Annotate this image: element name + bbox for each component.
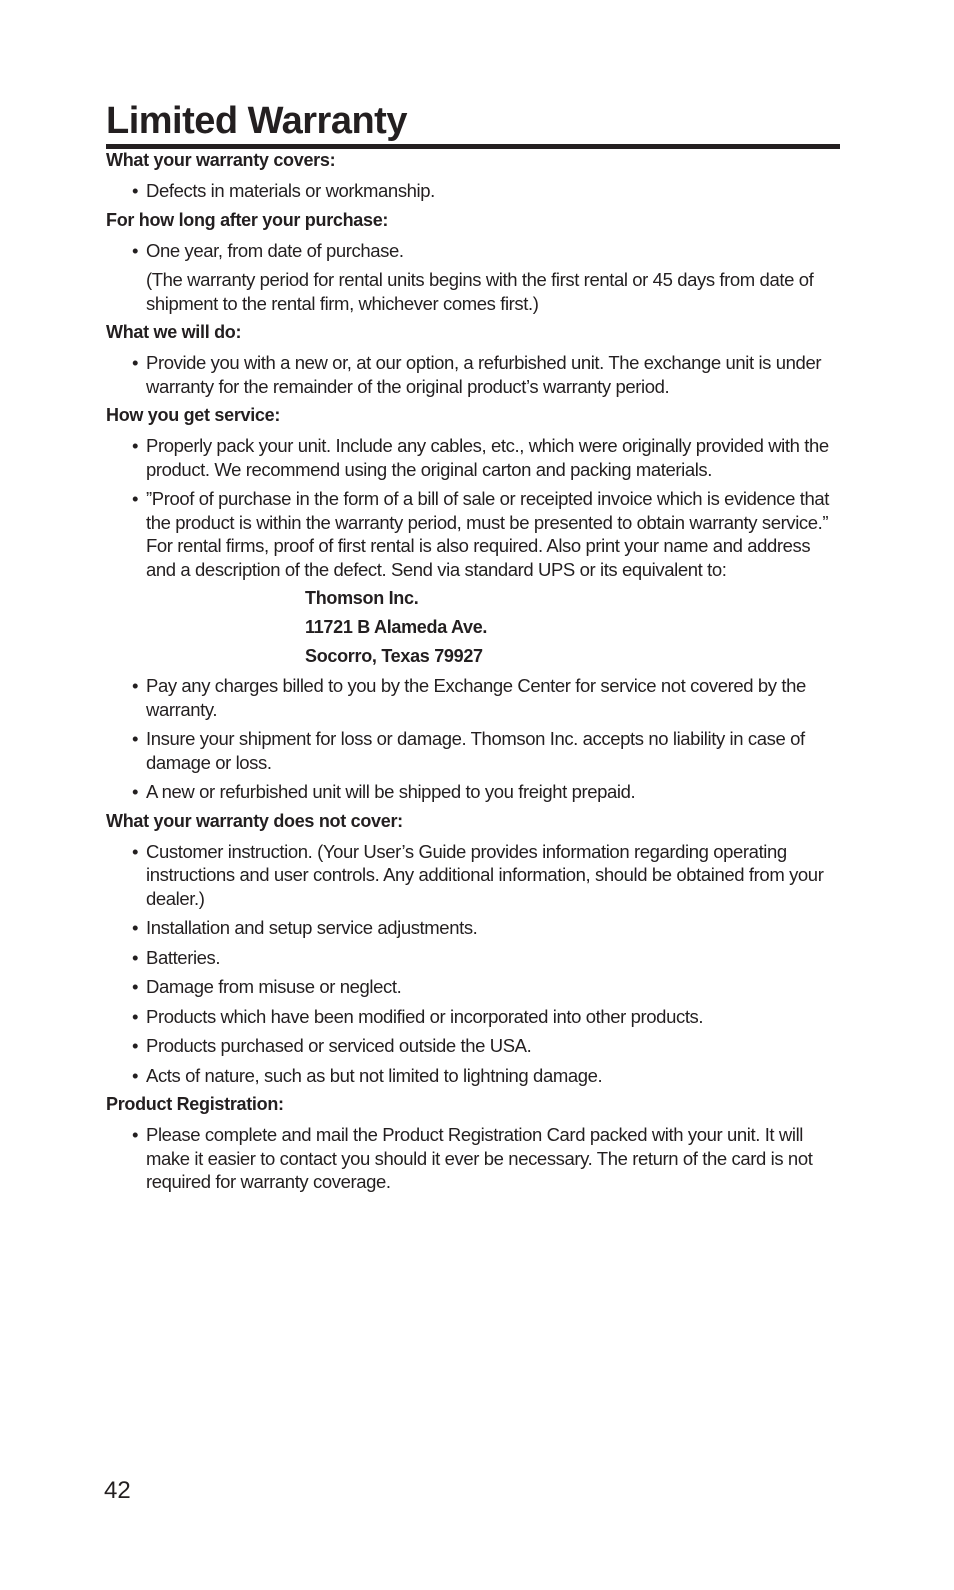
list-item: • Acts of nature, such as but not limited to lightning damage. bbox=[132, 1064, 603, 1086]
bullet: • bbox=[132, 1005, 139, 1027]
section-heading-service: How you get service: bbox=[106, 405, 281, 425]
warranty-page bbox=[106, 98, 840, 1194]
bullet: • bbox=[132, 239, 139, 261]
section-heading-what-we-do: What we will do: bbox=[106, 322, 242, 342]
list-item: • Please complete and mail the Product Registration Card packed with your unit. It will make it easier to contact you should it ever be necessary. The return of the card is not required for warranty coverage. bbox=[132, 1124, 813, 1192]
duration-list bbox=[106, 233, 840, 263]
list-item: • One year, from date of purchase. bbox=[132, 239, 404, 261]
list-item: • Batteries. bbox=[132, 946, 221, 968]
address-street: 11721 B Alameda Ave. bbox=[305, 617, 488, 637]
list-item: • Damage from misuse or neglect. bbox=[132, 976, 402, 997]
bullet: • bbox=[132, 488, 139, 509]
list-item: • Defects in materials or workmanship. bbox=[132, 180, 435, 201]
bullet: • bbox=[132, 180, 139, 201]
bullet: • bbox=[132, 675, 139, 696]
bullet: • bbox=[132, 1064, 139, 1086]
list-item: • Insure your shipment for loss or damage. Thomson Inc. accepts no liability in case of damage or loss. bbox=[132, 728, 805, 773]
list-item: • Provide you with a new or, at our option, a refurbished unit. The exchange unit is under warranty for the remainder of the original product’s warranty period. bbox=[132, 352, 822, 397]
list-item: • Installation and setup service adjustments. bbox=[132, 917, 478, 938]
list-item: • Products which have been modified or incorporated into other products. bbox=[132, 1005, 704, 1027]
service-list-continued bbox=[106, 668, 840, 804]
rental-note: (The warranty period for rental units begins with the first rental or 45 days from date of shipment to the rental firm, whichever comes first.) bbox=[146, 269, 814, 314]
bullet: • bbox=[132, 781, 139, 802]
address-city: Socorro, Texas 79927 bbox=[305, 646, 483, 666]
bullet: • bbox=[132, 728, 139, 749]
list-item: • A new or refurbished unit will be shipped to you freight prepaid. bbox=[132, 781, 636, 802]
list-item: • Properly pack your unit. Include any cables, etc., which were originally provided with the product. We recommend using the original carton and packing materials. bbox=[132, 435, 829, 480]
covers-list bbox=[106, 173, 840, 203]
section-heading-duration: For how long after your purchase: bbox=[106, 209, 389, 230]
section-heading-not-covered: What your warranty does not cover: bbox=[106, 810, 403, 831]
bullet: • bbox=[132, 1124, 139, 1145]
page-number: 42 bbox=[104, 1477, 131, 1504]
mailing-address bbox=[106, 581, 840, 668]
page-title: Limited Warranty bbox=[106, 98, 840, 149]
bullet: • bbox=[132, 435, 139, 456]
address-company: Thomson Inc. bbox=[305, 588, 419, 608]
what-we-do-list bbox=[106, 345, 840, 398]
service-list bbox=[106, 428, 840, 581]
list-item: • Products purchased or serviced outside the USA. bbox=[132, 1035, 532, 1056]
list-item: • Customer instruction. (Your User’s Guide provides information regarding operating instructions and user controls. Any additional information, should be obtained from your dealer.) bbox=[132, 840, 824, 909]
bullet: • bbox=[132, 840, 139, 862]
bullet: • bbox=[132, 1035, 139, 1056]
bullet: • bbox=[132, 352, 139, 373]
bullet: • bbox=[132, 917, 139, 938]
list-item: • ”Proof of purchase in the form of a bill of sale or receipted invoice which is evidence that the product is within the warranty period, must be presented to obtain warranty service.” For rental firms, proof of first rental is also required. Also print your name and address and a description of the defect. Send via standard UPS or its equivalent to: bbox=[132, 488, 830, 580]
section-heading-covers: What your warranty covers: bbox=[106, 150, 336, 170]
bullet: • bbox=[132, 946, 139, 968]
not-covered-list bbox=[106, 834, 840, 1088]
list-item: • Pay any charges billed to you by the Exchange Center for service not covered by the warranty. bbox=[132, 675, 806, 720]
section-heading-registration: Product Registration: bbox=[106, 1094, 284, 1114]
registration-list bbox=[106, 1117, 840, 1194]
bullet: • bbox=[132, 976, 139, 997]
